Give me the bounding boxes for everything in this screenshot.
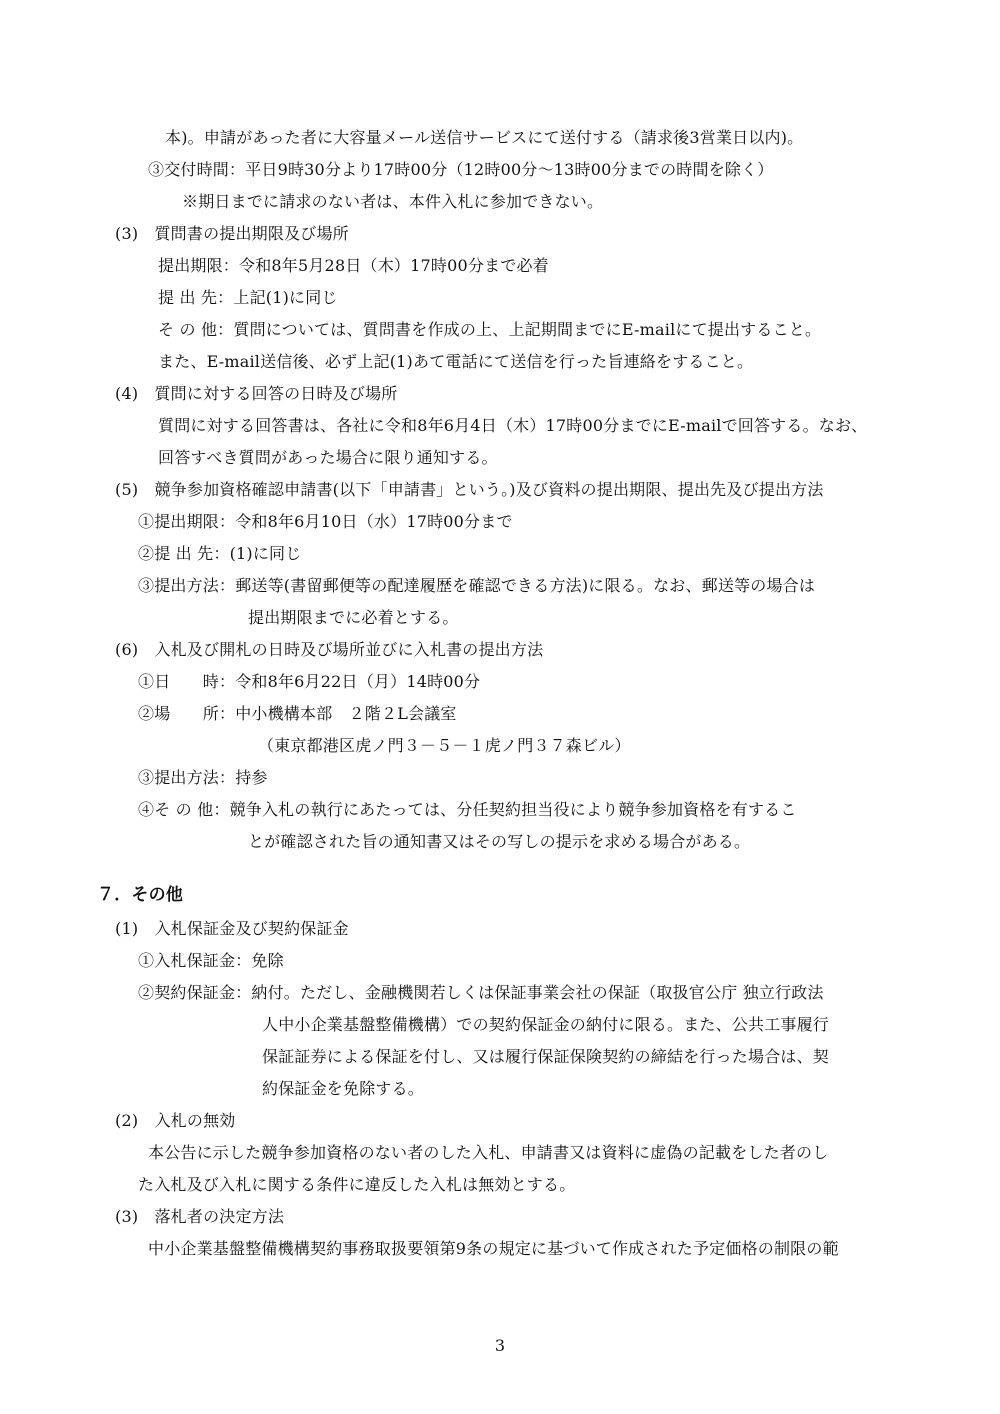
text-line: ※期日までに請求のない者は、本件入札に参加できない。 bbox=[182, 192, 604, 211]
text-line: 保証証券による保証を付し、又は履行保証保険契約の締結を行った場合は、契 bbox=[262, 1047, 830, 1066]
text-line: 中小企業基盤整備機構契約事務取扱要領第9条の規定に基づいて作成された予定価格の制限の範 bbox=[148, 1239, 839, 1258]
chapter-heading: ７．その他 bbox=[97, 885, 183, 905]
text-line: 本)。申請があった者に大容量メール送信サービスにて送付する（請求後3営業日以内)。 bbox=[165, 128, 804, 147]
text-line: ②場 所：中小機構本部 ２階２L会議室 bbox=[138, 704, 457, 723]
text-line: とが確認された旨の通知書又はその写しの提示を求める場合がある。 bbox=[248, 832, 751, 851]
section-heading: (5) 競争参加資格確認申請書(以下「申請書」という。)及び資料の提出期限、提出先及び提出方法 bbox=[115, 480, 824, 499]
section-heading: (3) 落札者の決定方法 bbox=[115, 1207, 285, 1226]
text-line: ①日 時：令和8年6月22日（月）14時00分 bbox=[138, 672, 481, 691]
text-line: ②提 出 先：(1)に同じ bbox=[138, 544, 302, 563]
text-line: ①入札保証金：免除 bbox=[138, 951, 284, 970]
text-line: 本公告に示した競争参加資格のない者のした入札、申請書又は資料に虚偽の記載をした者のし bbox=[148, 1143, 829, 1162]
section-heading: (6) 入札及び開札の日時及び場所並びに入札書の提出方法 bbox=[115, 640, 544, 659]
section-heading: (1) 入札保証金及び契約保証金 bbox=[115, 919, 349, 938]
text-line: ②契約保証金：納付。ただし、金融機関若しくは保証事業会社の保証（取扱官公庁 独立行政法 bbox=[138, 983, 824, 1002]
text-line: そ の 他：質問については、質問書を作成の上、上記期間までにE-mailにて提出すること。 bbox=[158, 320, 822, 339]
text-line: また、E-mail送信後、必ず上記(1)あて電話にて送信を行った旨連絡をすること。 bbox=[158, 352, 754, 371]
text-line: 質問に対する回答書は、各社に令和8年6月4日（木）17時00分までにE-mailで回答する。なお、 bbox=[158, 416, 868, 435]
text-line: 提出期限までに必着とする。 bbox=[248, 608, 459, 627]
text-line: ③交付時間：平日9時30分より17時00分（12時00分～13時00分までの時間を除く） bbox=[148, 160, 774, 179]
section-heading: (4) 質問に対する回答の日時及び場所 bbox=[115, 384, 398, 403]
text-line: ④そ の 他：競争入札の執行にあたっては、分任契約担当役により競争参加資格を有するこ bbox=[138, 800, 797, 819]
text-line: 約保証金を免除する。 bbox=[262, 1079, 425, 1098]
text-line: ③提出方法：郵送等(書留郵便等の配達履歴を確認できる方法)に限る。なお、郵送等の場合は bbox=[138, 576, 816, 595]
section-heading: (3) 質問書の提出期限及び場所 bbox=[115, 224, 349, 243]
text-line: た入札及び入札に関する条件に違反した入札は無効とする。 bbox=[138, 1175, 576, 1194]
text-line: （東京都港区虎ノ門３－５－１虎ノ門３７森ビル） bbox=[258, 736, 631, 755]
text-line: 人中小企業基盤整備機構）での契約保証金の納付に限る。また、公共工事履行 bbox=[262, 1015, 830, 1034]
text-line: ③提出方法：持参 bbox=[138, 768, 268, 787]
text-line: 回答すべき質問があった場合に限り通知する。 bbox=[158, 448, 498, 467]
text-line: 提出期限：令和8年5月28日（木）17時00分まで必着 bbox=[158, 256, 549, 275]
text-line: 提 出 先：上記(1)に同じ bbox=[158, 288, 338, 307]
section-heading: (2) 入札の無効 bbox=[115, 1111, 236, 1130]
page-number: 3 bbox=[494, 1336, 506, 1355]
text-line: ①提出期限：令和8年6月10日（水）17時00分まで bbox=[138, 512, 513, 531]
